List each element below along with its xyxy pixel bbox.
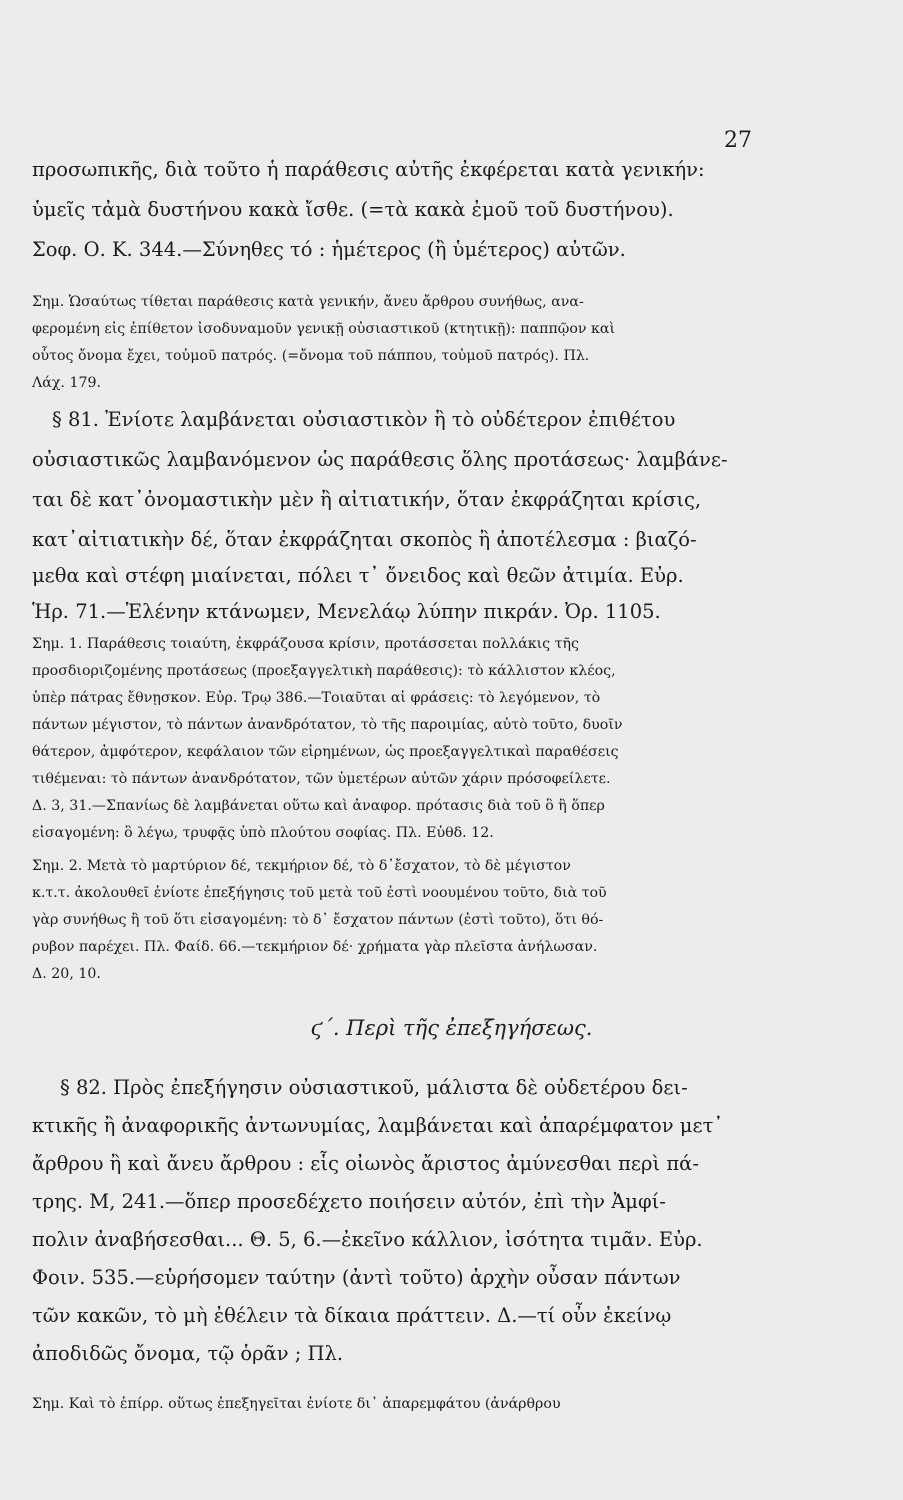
note-line: Σημ. Καὶ τὸ ἐπίρρ. οὕτως ἐπεξηγεῖται ἐνίοτε δι᾿ ἀπαρεμφάτου (ἀνάρθρου [32, 1396, 561, 1412]
paragraph-line: ἄρθρου ἢ καὶ ἄνευ ἄρθρου : εἷς οἰωνὸς ἄριστος ἀμύνεσθαι περὶ πά- [32, 1152, 699, 1175]
note-line: Σημ. 2. Μετὰ τὸ μαρτύριον δέ, τεκμήριον δέ, τὸ δ᾿ἔσχατον, τὸ δὲ μέγιστον [32, 858, 571, 874]
note-line: ὑπὲρ πάτρας ἔθνῃσκον. Εὐρ. Τρῳ 386.—Τοιαῦται αἱ φράσεις: τὸ λεγόμενον, τὸ [32, 690, 601, 706]
note-line: θάτερον, ἀμφότερον, κεφάλαιον τῶν εἰρημένων, ὡς προεξαγγελτικαὶ παραθέσεις [32, 744, 619, 760]
paragraph-line: κτικῆς ἢ ἀναφορικῆς ἀντωνυμίας, λαμβάνεται καὶ ἀπαρέμφατον μετ᾿ [32, 1114, 724, 1137]
text-line: προσωπικῆς, διὰ τοῦτο ἡ παράθεσις αὐτῆς ἐκφέρεται κατὰ γενικήν: [32, 158, 705, 181]
note-line: Λάχ. 179. [32, 375, 102, 391]
note-line: τιθέμεναι: τὸ πάντων ἀνανδρότατον, τῶν ὑμετέρων αὐτῶν χάριν πρόσοφείλετε. [32, 771, 611, 787]
section-heading: ϛ΄. Περὶ τῆς ἐπεξηγήσεως. [310, 1016, 593, 1040]
note-line: Δ. 20, 10. [32, 966, 101, 982]
paragraph-line: § 82. Πρὸς ἐπεξήγησιν οὐσιαστικοῦ, μάλιστα δὲ οὐδετέρου δει- [60, 1076, 688, 1099]
note-line: Σημ. 1. Παράθεσις τοιαύτη, ἐκφράζουσα κρίσιν, προτάσσεται πολλάκις τῆς [32, 636, 579, 652]
paragraph-line: ἀποδιδῶς ὄνομα, τῷ ὁρᾶν ; Πλ. [32, 1342, 344, 1365]
paragraph-line: πολιν ἀναβήσεσθαι... Θ. 5, 6.—ἐκεῖνο κάλλιον, ἰσότητα τιμᾶν. Εὐρ. [32, 1228, 703, 1251]
paragraph-line: κατ᾿αἰτιατικὴν δέ, ὅταν ἐκφράζηται σκοπὸς ἢ ἀποτέλεσμα : βιαζό- [32, 528, 697, 551]
paragraph-line: οὐσιαστικῶς λαμβανόμενον ὡς παράθεσις ὅλης προτάσεως· λαμβάνε- [32, 448, 728, 471]
paragraph-line: ται δὲ κατ᾿ὀνομαστικὴν μὲν ἢ αἰτιατικήν, ὅταν ἐκφράζηται κρίσις, [32, 488, 702, 511]
paragraph-line: τρης. Μ, 241.—ὅπερ προσεδέχετο ποιήσειν αὐτόν, ἐπὶ τὴν Ἀμφί- [32, 1190, 666, 1213]
note-line: πάντων μέγιστον, τὸ πάντων ἀνανδρότατον, τὸ τῆς παροιμίας, αὐτὸ τοῦτο, δυοῖν [32, 717, 623, 733]
note-line: Σημ. Ὡσαύτως τίθεται παράθεσις κατὰ γενικήν, ἄνευ ἄρθρου συνήθως, ανα- [32, 294, 584, 310]
note-line: κ.τ.τ. ἀκολουθεῖ ἐνίοτε ἐπεξήγησις τοῦ μετὰ τοῦ ἐστὶ νοουμένου τοῦτο, διὰ τοῦ [32, 885, 607, 901]
paragraph-line: τῶν κακῶν, τὸ μὴ ἐθέλειν τὰ δίκαια πράττειν. Δ.—τί οὖν ἐκείνῳ [32, 1304, 672, 1327]
note-line: φερομένη εἰς ἐπίθετον ἰσοδυναμοῦν γενικῇ οὐσιαστικοῦ (κτητικῇ): παππῷον καὶ [32, 321, 616, 337]
text-line: Σοφ. Ο. Κ. 344.—Σύνηθες τό : ἡμέτερος (ἢ ὑμέτερος) αὐτῶν. [32, 238, 626, 261]
paragraph-line: § 81. Ἐνίοτε λαμβάνεται οὐσιαστικὸν ἢ τὸ οὐδέτερον ἐπιθέτου [52, 408, 676, 431]
text-line: ὑμεῖς τἀμὰ δυστήνου κακὰ ἴσθε. (=τὰ κακὰ ἐμοῦ τοῦ δυστήνου). [32, 198, 674, 221]
page-number: 27 [724, 128, 752, 153]
paragraph-line: μεθα καὶ στέφη μιαίνεται, πόλει τ᾿ ὄνειδος καὶ θεῶν ἀτιμία. Εὐρ. [32, 564, 684, 587]
paragraph-line: Φοιν. 535.—εὑρήσομεν ταύτην (ἀντὶ τοῦτο) ἀρχὴν οὖσαν πάντων [32, 1266, 681, 1289]
note-line: εἰσαγομένη: ὃ λέγω, τρυφᾷς ὑπὸ πλούτου σοφίας. Πλ. Εὐθδ. 12. [32, 825, 494, 841]
note-line: Δ. 3, 31.—Σπανίως δὲ λαμβάνεται οὕτω καὶ ἀναφορ. πρότασις διὰ τοῦ ὃ ἢ ὅπερ [32, 798, 605, 814]
note-line: οὗτος ὄνομα ἔχει, τοὐμοῦ πατρός. (=ὄνομα τοῦ πάππου, τοὐμοῦ πατρός). Πλ. [32, 348, 590, 364]
note-line: προσδιοριζομένης προτάσεως (προεξαγγελτικὴ παράθεσις): τὸ κάλλιστον κλέος, [32, 663, 616, 679]
paragraph-line: Ἡρ. 71.—Ἑλένην κτάνωμεν, Μενελάῳ λύπην πικράν. Ὀρ. 1105. [32, 600, 661, 623]
note-line: γὰρ συνήθως ἢ τοῦ ὅτι εἰσαγομένη: τὸ δ᾿ ἔσχατον πάντων (ἐστὶ τοῦτο), ὅτι θό- [32, 912, 604, 928]
note-line: ρυβον παρέχει. Πλ. Φαίδ. 66.—τεκμήριον δέ· χρήματα γὰρ πλεῖστα ἀνήλωσαν. [32, 939, 598, 955]
